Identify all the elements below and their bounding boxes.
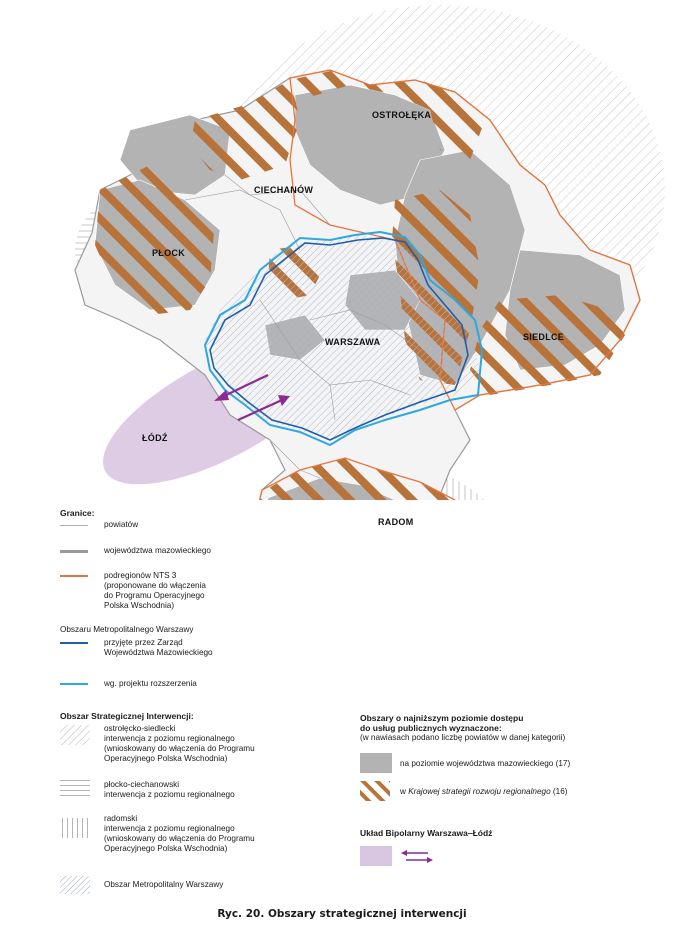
legend-osi-title: Obszar Strategicznej Interwencji: [60,711,194,721]
swatch-metro-adopted [60,642,88,644]
legend-access-title-2: do usług publicznych wyznaczone: [360,723,502,733]
swatch-access-grey [360,753,392,773]
legend-osi-radom-4: Operacyjnego Polska Wschodnia) [104,844,228,853]
label-siedlce: SIEDLCE [523,332,565,342]
label-ciechanow: CIECHANÓW [254,185,314,195]
legend-osi-ostr-1: ostrołęcko-siedlecki [104,724,176,733]
legend-access-title-1: Obszary o najniższym poziomie dostępu [360,713,524,723]
swatch-bipolar-arrows [400,847,434,867]
swatch-osi-radom [60,818,90,838]
legend-podregionow-2: (proponowane do włączenia [104,581,206,590]
legend-projekt: wg. projektu rozszerzenia [104,679,197,688]
legend-osi-ostr-4: Operacyjnego Polska Wschodnia) [104,754,228,763]
legend-podregionow-4: Polska Wschodnia) [104,601,175,610]
legend-granice-title: Granice: [60,508,95,518]
hatch-italic: Krajowej strategii rozwoju regionalnego [408,787,551,796]
legend-access-hatch [400,787,567,797]
legend-osi-radom-2: interwencja z poziomu regionalnego [104,824,235,833]
label-lodz: ŁÓDŹ [142,433,168,443]
hatch-north-west [190,80,300,180]
swatch-osi-ostroleka [60,725,90,745]
swatch-powiatow [60,525,88,526]
legend-right [360,713,660,893]
legend-access-grey: na poziomie województwa mazowieckiego (17) [400,759,571,768]
legend-przyjete-1: przyjęte przez Zarząd [104,638,183,647]
swatch-metro-extended [60,683,88,685]
label-radom: RADOM [378,517,414,527]
legend-podregionow-1: podregionów NTS 3 [104,571,177,580]
swatch-osi-plock [60,778,90,798]
swatch-osi-metro [60,876,90,896]
swatch-wojewodztwa [60,550,88,553]
legend-osi-radom-1: radomski [104,814,138,823]
swatch-podregionow [60,575,88,577]
legend-wojewodztwa: województwa mazowieckiego [104,546,211,555]
swatch-bipolar [360,846,392,866]
figure-caption: Ryc. 20. Obszary strategicznej interwencji [217,908,467,920]
legend-metro-title: Obszaru Metropolitalnego Warszawy [60,625,194,634]
legend-osi-ostr-2: interwencja z poziomu regionalnego [104,734,235,743]
label-warszawa: WARSZAWA [325,337,381,347]
legend-left [60,508,360,898]
legend-osi-ostr-3: (wnioskowany do włączenia do Programu [104,744,255,753]
legend-przyjete-2: Województwa Mazowieckiego [104,648,213,657]
label-ostroleka: OSTROŁĘKA [372,110,432,120]
legend-osi-metro: Obszar Metropolitalny Warszawy [104,880,224,889]
legend-bipolar-title: Układ Bipolarny Warszawa–Łódź [360,828,493,838]
swatch-access-hatch [360,781,390,801]
legend-powiatow: powiatów [104,520,139,529]
legend-podregionow-3: do Programu Operacyjnego [104,591,205,600]
legend-osi-plock-1: płocko-ciechanowski [104,780,180,789]
legend-osi-radom-3: (wnioskowany do włączenia do Programu [104,834,255,843]
legend-osi-plock-2: interwencja z poziomu regionalnego [104,790,235,799]
hatch-prefix: w [400,787,409,796]
legend-access-subtitle: (w nawiasach podano liczbę powiatów w danej kategorii) [360,733,566,742]
label-plock: PŁOCK [152,248,185,258]
hatch-suffix: (16) [550,787,568,796]
